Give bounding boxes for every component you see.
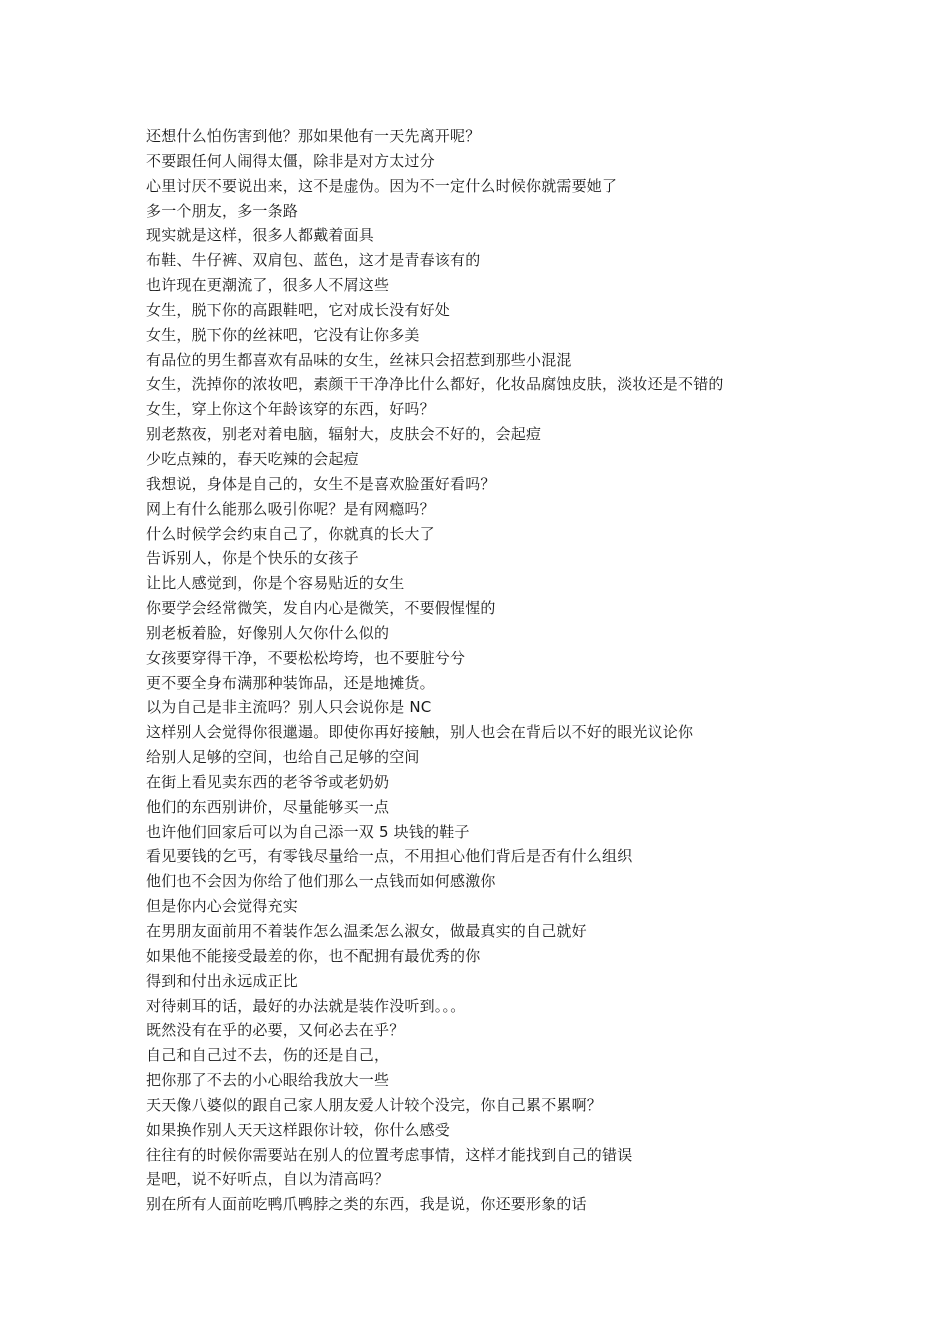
text-line: 往往有的时候你需要站在别人的位置考虑事情，这样才能找到自己的错误 (146, 1145, 633, 1164)
text-line: 女生，穿上你这个年龄该穿的东西，好吗？ (146, 400, 435, 419)
text-line: 天天像八婆似的跟自己家人朋友爱人计较个没完，你自己累不累啊？ (146, 1095, 603, 1114)
text-line: 在街上看见卖东西的老爷爷或老奶奶 (146, 772, 390, 791)
text-line: 也许他们回家后可以为自己添一双 5 块钱的鞋子 (146, 822, 470, 841)
text-line: 你要学会经常微笑，发自内心是微笑，不要假惺惺的 (146, 599, 496, 618)
text-line: 这样别人会觉得你很邋遢。即使你再好接触，别人也会在背后以不好的眼光议论你 (146, 723, 694, 742)
text-line: 在男朋友面前用不着装作怎么温柔怎么淑女，做最真实的自己就好 (146, 922, 587, 940)
text-line: 得到和付出永远成正比 (146, 971, 299, 990)
text-line: 把你那了不去的小心眼给我放大一些 (146, 1071, 390, 1090)
text-line: 不要跟任何人闹得太僵，除非是对方太过分 (146, 151, 435, 170)
text-line: 更不要全身布满那种装饰品，还是地摊货。 (146, 673, 435, 692)
text-line: 女生，洗掉你的浓妆吧，素颜干干净净比什么都好，化妆品腐蚀皮肤，淡妆还是不错的 (146, 375, 724, 394)
text-line: 心里讨厌不要说出来，这不是虚伪。因为不一定什么时候你就需要她了 (146, 176, 618, 195)
text-line: 还想什么怕伤害到他？那如果他有一天先离开呢？ (146, 127, 481, 145)
text-line: 别老板着脸，好像别人欠你什么似的 (146, 623, 390, 642)
text-line: 既然没有在乎的必要，又何必去在乎？ (146, 1021, 405, 1040)
text-line: 告诉别人，你是个快乐的女孩子 (146, 549, 359, 568)
text-line: 对待刺耳的话，最好的办法就是装作没听到。。。 (146, 996, 466, 1015)
text-line: 少吃点辣的，春天吃辣的会起痘 (146, 449, 359, 468)
text-line: 有品位的男生都喜欢有品味的女生，丝袜只会招惹到那些小混混 (146, 350, 572, 369)
text-line: 如果换作别人天天这样跟你计较，你什么感受 (146, 1120, 451, 1139)
text-line: 但是你内心会觉得充实 (146, 897, 299, 916)
text-line: 自己和自己过不去，伤的还是自己， (146, 1046, 390, 1065)
text-line: 多一个朋友，多一条路 (146, 201, 299, 220)
text-line: 现实就是这样，很多人都戴着面具 (146, 226, 375, 245)
text-line: 网上有什么能那么吸引你呢？是有网瘾吗？ (146, 499, 435, 518)
text-line: 给别人足够的空间，也给自己足够的空间 (146, 748, 420, 767)
text-line: 也许现在更潮流了，很多人不屑这些 (146, 276, 390, 295)
text-line: 女孩要穿得干净，不要松松垮垮，也不要脏兮兮 (146, 648, 466, 667)
text-line: 我想说，身体是自己的，女生不是喜欢脸蛋好看吗？ (146, 474, 496, 493)
text-line: 女生，脱下你的高跟鞋吧，它对成长没有好处 (146, 300, 451, 319)
text-line: 如果他不能接受最差的你，也不配拥有最优秀的你 (146, 946, 481, 965)
text-line: 布鞋、牛仔裤、双肩包、蓝色，这才是青春该有的 (146, 251, 481, 270)
text-line: 他们也不会因为你给了他们那么一点钱而如何感激你 (146, 872, 496, 891)
text-line: 别老熬夜，别老对着电脑，辐射大，皮肤会不好的，会起痘 (146, 425, 542, 444)
text-line: 女生，脱下你的丝袜吧，它没有让你多美 (146, 325, 420, 344)
body-text (146, 124, 866, 1217)
text-line: 什么时候学会约束自己了，你就真的长大了 (146, 524, 435, 543)
text-line: 看见要钱的乞丐，有零钱尽量给一点，不用担心他们背后是否有什么组织 (146, 847, 633, 866)
text-line: 别在所有人面前吃鸭爪鸭脖之类的东西，我是说，你还要形象的话 (146, 1195, 587, 1214)
text-line: 他们的东西别讲价，尽量能够买一点 (146, 797, 390, 816)
text-line: 让比人感觉到，你是个容易贴近的女生 (146, 574, 405, 593)
text-line: 以为自己是非主流吗？别人只会说你是 NC (146, 698, 432, 717)
text-line: 是吧，说不好听点，自以为清高吗？ (146, 1170, 390, 1189)
